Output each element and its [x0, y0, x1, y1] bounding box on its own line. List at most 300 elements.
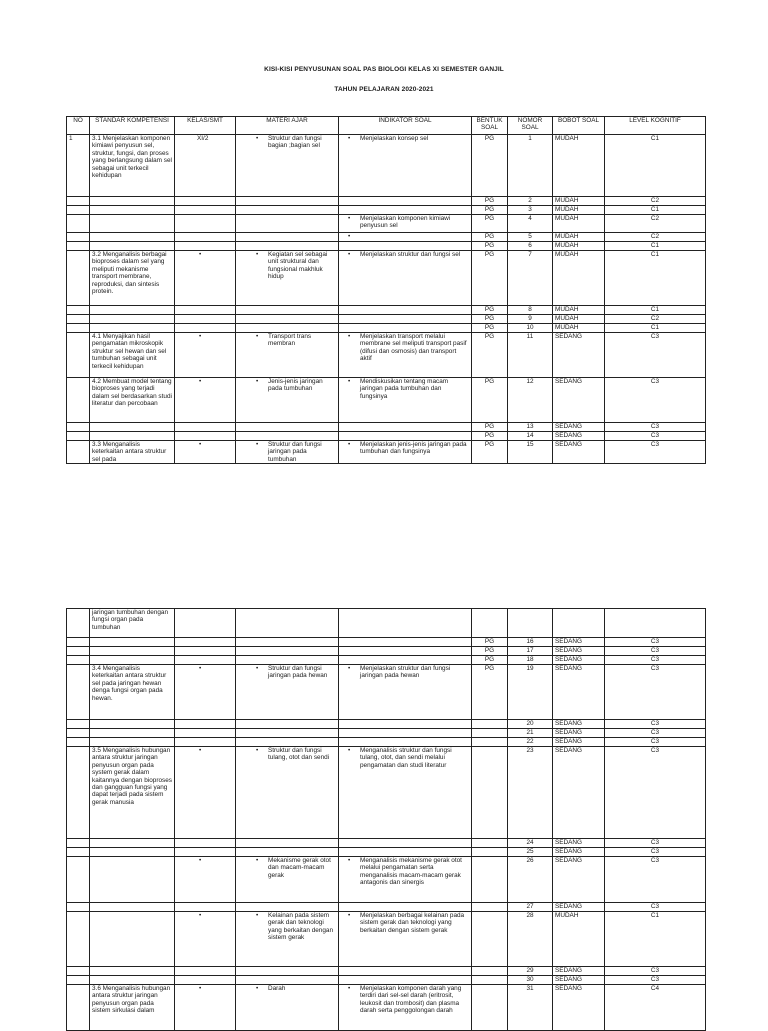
cell-nomor-soal: 28: [508, 912, 553, 967]
cell-kelas-smt: [175, 197, 236, 206]
header-kelas-smt: KELAS/SMT: [175, 117, 236, 135]
header-standar-kompetensi: STANDAR KOMPETENSI: [90, 117, 175, 135]
table-row: [67, 903, 706, 912]
cell-indikator-soal: [339, 378, 472, 423]
cell-indikator-soal: [339, 315, 472, 324]
materi-text: Struktur dan fungsi jaringan pada hewan: [268, 665, 328, 680]
cell-kelas-smt: [175, 738, 236, 747]
cell-indikator-soal: [339, 656, 472, 665]
cell-indikator-soal: [339, 839, 472, 848]
materi-text: Struktur dan fungsi bagian ;bagian sel: [268, 135, 322, 150]
cell-materi-ajar: [236, 378, 339, 423]
document-subtitle: TAHUN PELAJARAN 2020-2021: [334, 86, 434, 93]
cell-level-kognitif: C3: [605, 976, 706, 985]
cell-bobot-soal: SEDANG: [553, 333, 605, 378]
cell-indikator-soal: [339, 324, 472, 333]
cell-materi-ajar: [236, 324, 339, 333]
cell-materi-ajar: [236, 729, 339, 738]
bullet-marker: •: [348, 135, 351, 142]
cell-nomor-soal: 29: [508, 967, 553, 976]
cell-materi-ajar: [236, 738, 339, 747]
cell-level-kognitif: C3: [605, 378, 706, 423]
cell-no: [67, 378, 90, 423]
materi-item: [254, 665, 336, 680]
cell-standar-kompetensi: [90, 324, 175, 333]
cell-indikator-soal: [339, 251, 472, 306]
materi-text: Struktur dan fungsi jaringan pada tumbuhan: [268, 441, 322, 463]
cell-bobot-soal: SEDANG: [553, 857, 605, 903]
cell-no: [67, 720, 90, 729]
bullet-marker: •: [256, 135, 259, 142]
indikator-item: [346, 665, 469, 680]
cell-no: [67, 638, 90, 647]
cell-level-kognitif: C3: [605, 857, 706, 903]
materi-text: Kelainan pada sistem gerak dan teknologi yang berkaitan dengan sistem gerak: [268, 912, 334, 942]
cell-level-kognitif: C3: [605, 638, 706, 647]
cell-bentuk-soal: PG: [472, 324, 508, 333]
cell-materi-ajar: [236, 423, 339, 432]
cell-bentuk-soal: [472, 720, 508, 729]
document-title: KISI-KISI PENYUSUNAN SOAL PAS BIOLOGI KELAS XI SEMESTER GANJIL: [264, 66, 504, 73]
cell-materi-ajar: [236, 638, 339, 647]
cell-nomor-soal: 10: [508, 324, 553, 333]
cell-standar-kompetensi: [90, 432, 175, 441]
cell-materi-ajar: [236, 251, 339, 306]
table-row: [67, 720, 706, 729]
cell-bentuk-soal: PG: [472, 333, 508, 378]
cell-bobot-soal: MUDAH: [553, 324, 605, 333]
cell-indikator-soal: [339, 747, 472, 839]
cell-nomor-soal: 25: [508, 848, 553, 857]
cell-standar-kompetensi: [90, 903, 175, 912]
cell-nomor-soal: 19: [508, 665, 553, 720]
cell-nomor-soal: 24: [508, 839, 553, 848]
header-nomor-soal: NOMOR SOAL: [508, 117, 553, 135]
cell-level-kognitif: C3: [605, 848, 706, 857]
cell-bobot-soal: SEDANG: [553, 967, 605, 976]
indikator-item: [346, 441, 469, 456]
cell-bentuk-soal: [472, 912, 508, 967]
cell-indikator-soal: [339, 647, 472, 656]
cell-bobot-soal: SEDANG: [553, 638, 605, 647]
cell-bobot-soal: MUDAH: [553, 206, 605, 215]
cell-level-kognitif: C3: [605, 333, 706, 378]
header-bentuk-soal: BENTUK SOAL: [472, 117, 508, 135]
cell-standar-kompetensi: [90, 306, 175, 315]
cell-kelas-smt: [175, 233, 236, 242]
cell-materi-ajar: [236, 665, 339, 720]
cell-materi-ajar: [236, 306, 339, 315]
cell-standar-kompetensi: [90, 315, 175, 324]
indikator-text: Menjelaskan konsep sel: [360, 135, 429, 142]
cell-bentuk-soal: [472, 903, 508, 912]
cell-no: [67, 747, 90, 839]
indikator-text: Menjelaskan struktur dan fungsi jaringan pada hewan: [360, 665, 451, 680]
cell-kelas-smt: [175, 665, 236, 720]
cell-level-kognitif: C1: [605, 306, 706, 315]
cell-no: [67, 233, 90, 242]
cell-materi-ajar: [236, 903, 339, 912]
table-row: [67, 206, 706, 215]
cell-bentuk-soal: [472, 848, 508, 857]
cell-bobot-soal: SEDANG: [553, 665, 605, 720]
table-row: [67, 251, 706, 306]
cell-bobot-soal: MUDAH: [553, 306, 605, 315]
indikator-item: [346, 857, 469, 887]
materi-item: [254, 135, 336, 150]
cell-standar-kompetensi: [90, 638, 175, 647]
cell-nomor-soal: 8: [508, 306, 553, 315]
cell-bobot-soal: MUDAH: [553, 912, 605, 967]
table-row: [67, 423, 706, 432]
materi-text: Transport trans membran: [268, 333, 312, 348]
header-indikator-soal: INDIKATOR SOAL: [339, 117, 472, 135]
bullet-marker: •: [348, 233, 351, 240]
table-row: [67, 839, 706, 848]
cell-standar-kompetensi: 3.6 Menganalisis hubungan antara struktur jaringan penyusun organ pada sistem sirkulasi dalam: [90, 985, 175, 1031]
cell-materi-ajar: [236, 441, 339, 464]
materi-text: Kegiatan sel sebagai unit struktural dan fungsional makhluk hidup: [268, 251, 328, 281]
cell-indikator-soal: [339, 720, 472, 729]
cell-standar-kompetensi: 3.1 Menjelaskan komponen kimiawi penyusun sel, struktur, fungsi, dan proses yang berlangsung dalam sel sebagai unit terkecil kehidupan: [90, 135, 175, 197]
indikator-item: [346, 215, 469, 230]
cell-indikator-soal: [339, 215, 472, 233]
cell-standar-kompetensi: [90, 912, 175, 967]
cell-indikator-soal: [339, 233, 472, 242]
cell-nomor-soal: 7: [508, 251, 553, 306]
cell-kelas-smt: [175, 333, 236, 378]
cell-nomor-soal: 20: [508, 720, 553, 729]
cell-no: [67, 857, 90, 903]
cell-level-kognitif: C3: [605, 647, 706, 656]
cell-bentuk-soal: PG: [472, 197, 508, 206]
indikator-text: Menjelaskan jenis-jenis jaringan pada tumbuhan dan fungsinya: [360, 441, 467, 456]
cell-kelas-smt: [175, 215, 236, 233]
cell-indikator-soal: [339, 848, 472, 857]
materi-text: Struktur dan fungsi tulang, otot dan sendi: [268, 747, 330, 762]
cell-no: [67, 665, 90, 720]
cell-kelas-smt: [175, 638, 236, 647]
cell-kelas-smt: [175, 656, 236, 665]
cell-nomor-soal: 18: [508, 656, 553, 665]
cell-standar-kompetensi: [90, 976, 175, 985]
table-row: [67, 976, 706, 985]
cell-bobot-soal: SEDANG: [553, 432, 605, 441]
cell-standar-kompetensi: [90, 197, 175, 206]
cell-level-kognitif: C3: [605, 738, 706, 747]
cell-bentuk-soal: PG: [472, 306, 508, 315]
cell-no: [67, 441, 90, 464]
cell-bentuk-soal: [472, 609, 508, 638]
cell-bentuk-soal: [472, 976, 508, 985]
cell-standar-kompetensi: [90, 738, 175, 747]
cell-level-kognitif: C3: [605, 967, 706, 976]
cell-indikator-soal: [339, 609, 472, 638]
cell-bentuk-soal: PG: [472, 135, 508, 197]
table-row: [67, 324, 706, 333]
materi-item: [254, 333, 336, 348]
cell-kelas-smt: [175, 315, 236, 324]
cell-level-kognitif: C2: [605, 315, 706, 324]
table-row: [67, 729, 706, 738]
materi-item: [254, 912, 336, 942]
cell-nomor-soal: 30: [508, 976, 553, 985]
cell-bentuk-soal: PG: [472, 242, 508, 251]
cell-no: [67, 848, 90, 857]
cell-no: [67, 423, 90, 432]
table-row: [67, 848, 706, 857]
cell-indikator-soal: [339, 903, 472, 912]
bullet-marker: •: [199, 333, 202, 340]
bullet-marker: •: [199, 985, 202, 992]
cell-kelas-smt: [175, 306, 236, 315]
cell-bentuk-soal: PG: [472, 378, 508, 423]
cell-level-kognitif: C1: [605, 251, 706, 306]
cell-standar-kompetensi: 4.2 Membuat model tentang bioproses yang terjadi dalam sel berdasarkan studi literatur dan percobaan: [90, 378, 175, 423]
materi-text: Mekanisme gerak otot dan macam-macam gerak: [268, 857, 331, 879]
cell-indikator-soal: [339, 423, 472, 432]
cell-materi-ajar: [236, 720, 339, 729]
table-row: [67, 215, 706, 233]
materi-item: [254, 747, 336, 762]
cell-level-kognitif: C3: [605, 423, 706, 432]
cell-no: [67, 839, 90, 848]
cell-nomor-soal: [508, 609, 553, 638]
cell-kelas-smt: [175, 251, 236, 306]
cell-nomor-soal: 15: [508, 441, 553, 464]
cell-no: [67, 967, 90, 976]
kisi-table-page-1: [66, 116, 706, 464]
cell-bobot-soal: SEDANG: [553, 738, 605, 747]
bullet-marker: •: [348, 857, 351, 864]
bullet-marker: •: [199, 441, 202, 448]
cell-no: [67, 197, 90, 206]
cell-nomor-soal: 27: [508, 903, 553, 912]
cell-no: [67, 315, 90, 324]
cell-materi-ajar: [236, 315, 339, 324]
cell-standar-kompetensi: [90, 729, 175, 738]
materi-item: [254, 857, 336, 879]
cell-level-kognitif: C3: [605, 441, 706, 464]
cell-level-kognitif: C1: [605, 242, 706, 251]
cell-bobot-soal: SEDANG: [553, 985, 605, 1031]
cell-standar-kompetensi: [90, 206, 175, 215]
cell-kelas-smt: [175, 720, 236, 729]
cell-materi-ajar: [236, 609, 339, 638]
cell-nomor-soal: 1: [508, 135, 553, 197]
cell-no: [67, 729, 90, 738]
cell-kelas-smt: [175, 242, 236, 251]
cell-kelas-smt: [175, 976, 236, 985]
cell-indikator-soal: [339, 135, 472, 197]
cell-bentuk-soal: [472, 839, 508, 848]
bullet-marker: •: [256, 747, 259, 754]
cell-level-kognitif: C1: [605, 206, 706, 215]
cell-kelas-smt: [175, 441, 236, 464]
bullet-marker: •: [199, 251, 202, 258]
cell-standar-kompetensi: [90, 848, 175, 857]
cell-nomor-soal: 9: [508, 315, 553, 324]
cell-indikator-soal: [339, 206, 472, 215]
table-row: [67, 306, 706, 315]
cell-bobot-soal: MUDAH: [553, 135, 605, 197]
indikator-text: Menjelaskan struktur dan fungsi sel: [360, 251, 461, 258]
cell-bentuk-soal: PG: [472, 638, 508, 647]
cell-bobot-soal: MUDAH: [553, 233, 605, 242]
table-row: [67, 738, 706, 747]
cell-materi-ajar: [236, 233, 339, 242]
cell-nomor-soal: 21: [508, 729, 553, 738]
cell-bobot-soal: [553, 609, 605, 638]
bullet-marker: •: [348, 985, 351, 992]
cell-level-kognitif: C1: [605, 135, 706, 197]
cell-bentuk-soal: PG: [472, 656, 508, 665]
cell-bentuk-soal: PG: [472, 432, 508, 441]
cell-indikator-soal: [339, 665, 472, 720]
table-row: [67, 967, 706, 976]
cell-bentuk-soal: [472, 747, 508, 839]
bullet-marker: •: [256, 251, 259, 258]
cell-no: [67, 333, 90, 378]
cell-nomor-soal: 17: [508, 647, 553, 656]
cell-standar-kompetensi: 4.1 Menyajikan hasil pengamatan mikroskopik struktur sel hewan dan sel tumbuhan sebagai unit terkecil kehidupan: [90, 333, 175, 378]
cell-no: [67, 656, 90, 665]
cell-bentuk-soal: [472, 967, 508, 976]
cell-no: [67, 306, 90, 315]
cell-bobot-soal: SEDANG: [553, 839, 605, 848]
cell-level-kognitif: C3: [605, 747, 706, 839]
bullet-marker: •: [256, 912, 259, 919]
cell-nomor-soal: 3: [508, 206, 553, 215]
cell-level-kognitif: C1: [605, 912, 706, 967]
cell-standar-kompetensi: [90, 423, 175, 432]
bullet-marker: •: [256, 378, 259, 385]
header-materi-ajar: MATERI AJAR: [236, 117, 339, 135]
cell-bentuk-soal: [472, 857, 508, 903]
cell-bobot-soal: SEDANG: [553, 647, 605, 656]
cell-no: [67, 251, 90, 306]
cell-level-kognitif: C3: [605, 432, 706, 441]
cell-level-kognitif: C2: [605, 197, 706, 206]
cell-nomor-soal: 16: [508, 638, 553, 647]
table-row: [67, 197, 706, 206]
bullet-marker: •: [256, 441, 259, 448]
indikator-text: Mendiskusikan tentang macam jaringan pada tumbuhan dan fungsinya: [360, 378, 449, 400]
cell-nomor-soal: 5: [508, 233, 553, 242]
cell-bentuk-soal: PG: [472, 233, 508, 242]
indikator-text: Menganalisis mekanisme gerak otot melalui pengamatan serta menganalisis macam-macam gerak antagonis dan sinergis: [360, 857, 462, 887]
cell-nomor-soal: 2: [508, 197, 553, 206]
indikator-text: Menganalisis struktur dan fungsi tulang, otot, dan sendi melalui pengamatan dan studi literatur: [360, 747, 452, 769]
cell-materi-ajar: [236, 647, 339, 656]
cell-materi-ajar: [236, 197, 339, 206]
table-row: [67, 441, 706, 464]
cell-standar-kompetensi: [90, 967, 175, 976]
cell-bobot-soal: MUDAH: [553, 215, 605, 233]
table-row: [67, 233, 706, 242]
cell-no: [67, 609, 90, 638]
cell-indikator-soal: [339, 441, 472, 464]
cell-level-kognitif: C3: [605, 656, 706, 665]
cell-bobot-soal: SEDANG: [553, 729, 605, 738]
cell-no: [67, 206, 90, 215]
indikator-item: [346, 378, 469, 400]
cell-bentuk-soal: PG: [472, 206, 508, 215]
table-row: [67, 135, 706, 197]
indikator-text: Menjelaskan komponen darah yang terdiri dari sel-sel darah (eritrosit, leukosit dan trombosit) dan plasma darah serta penggolongan darah: [360, 985, 462, 1015]
materi-item: [254, 251, 336, 281]
cell-materi-ajar: [236, 206, 339, 215]
cell-standar-kompetensi: [90, 857, 175, 903]
cell-indikator-soal: [339, 306, 472, 315]
indikator-text: Menjelaskan komponen kimiawi penyusun sel: [360, 215, 451, 230]
bullet-marker: •: [256, 665, 259, 672]
table-row: [67, 378, 706, 423]
bullet-marker: •: [199, 912, 202, 919]
header-no: NO: [67, 117, 90, 135]
cell-bentuk-soal: PG: [472, 665, 508, 720]
materi-text: Darah: [268, 985, 286, 992]
cell-nomor-soal: 6: [508, 242, 553, 251]
cell-level-kognitif: C2: [605, 215, 706, 233]
cell-bobot-soal: SEDANG: [553, 903, 605, 912]
cell-standar-kompetensi: [90, 656, 175, 665]
bullet-marker: •: [256, 985, 259, 992]
header-level-kognitif: LEVEL KOGNITIF: [605, 117, 706, 135]
materi-text: Jenis-jenis jaringan pada tumbuhan: [268, 378, 323, 393]
cell-no: [67, 215, 90, 233]
cell-indikator-soal: [339, 912, 472, 967]
indikator-item: [346, 333, 469, 363]
cell-kelas-smt: [175, 729, 236, 738]
bullet-marker: •: [348, 665, 351, 672]
indikator-text: Menjelaskan transport melalui membrane sel meliputi transport pasif (difusi dan osmosis) dan transport aktif: [360, 333, 467, 363]
cell-materi-ajar: [236, 656, 339, 665]
cell-indikator-soal: [339, 729, 472, 738]
cell-bobot-soal: SEDANG: [553, 423, 605, 432]
cell-kelas-smt: [175, 423, 236, 432]
cell-nomor-soal: 23: [508, 747, 553, 839]
table-row: [67, 432, 706, 441]
cell-nomor-soal: 22: [508, 738, 553, 747]
cell-kelas-smt: [175, 857, 236, 903]
table-row: [67, 333, 706, 378]
cell-bentuk-soal: PG: [472, 441, 508, 464]
indikator-item: [346, 747, 469, 769]
cell-bentuk-soal: PG: [472, 647, 508, 656]
cell-standar-kompetensi: [90, 215, 175, 233]
cell-level-kognitif: C2: [605, 233, 706, 242]
cell-bentuk-soal: PG: [472, 423, 508, 432]
cell-kelas-smt: [175, 206, 236, 215]
table-row: [67, 638, 706, 647]
kisi-table-page-2: [66, 608, 706, 1031]
table-row: [67, 647, 706, 656]
cell-bentuk-soal: PG: [472, 251, 508, 306]
cell-bobot-soal: MUDAH: [553, 242, 605, 251]
cell-indikator-soal: [339, 333, 472, 378]
cell-bobot-soal: MUDAH: [553, 251, 605, 306]
cell-materi-ajar: [236, 432, 339, 441]
cell-materi-ajar: [236, 333, 339, 378]
bullet-marker: •: [348, 378, 351, 385]
cell-bobot-soal: MUDAH: [553, 315, 605, 324]
cell-nomor-soal: 13: [508, 423, 553, 432]
cell-level-kognitif: C3: [605, 729, 706, 738]
cell-standar-kompetensi: [90, 839, 175, 848]
bullet-marker: •: [256, 857, 259, 864]
cell-indikator-soal: [339, 197, 472, 206]
